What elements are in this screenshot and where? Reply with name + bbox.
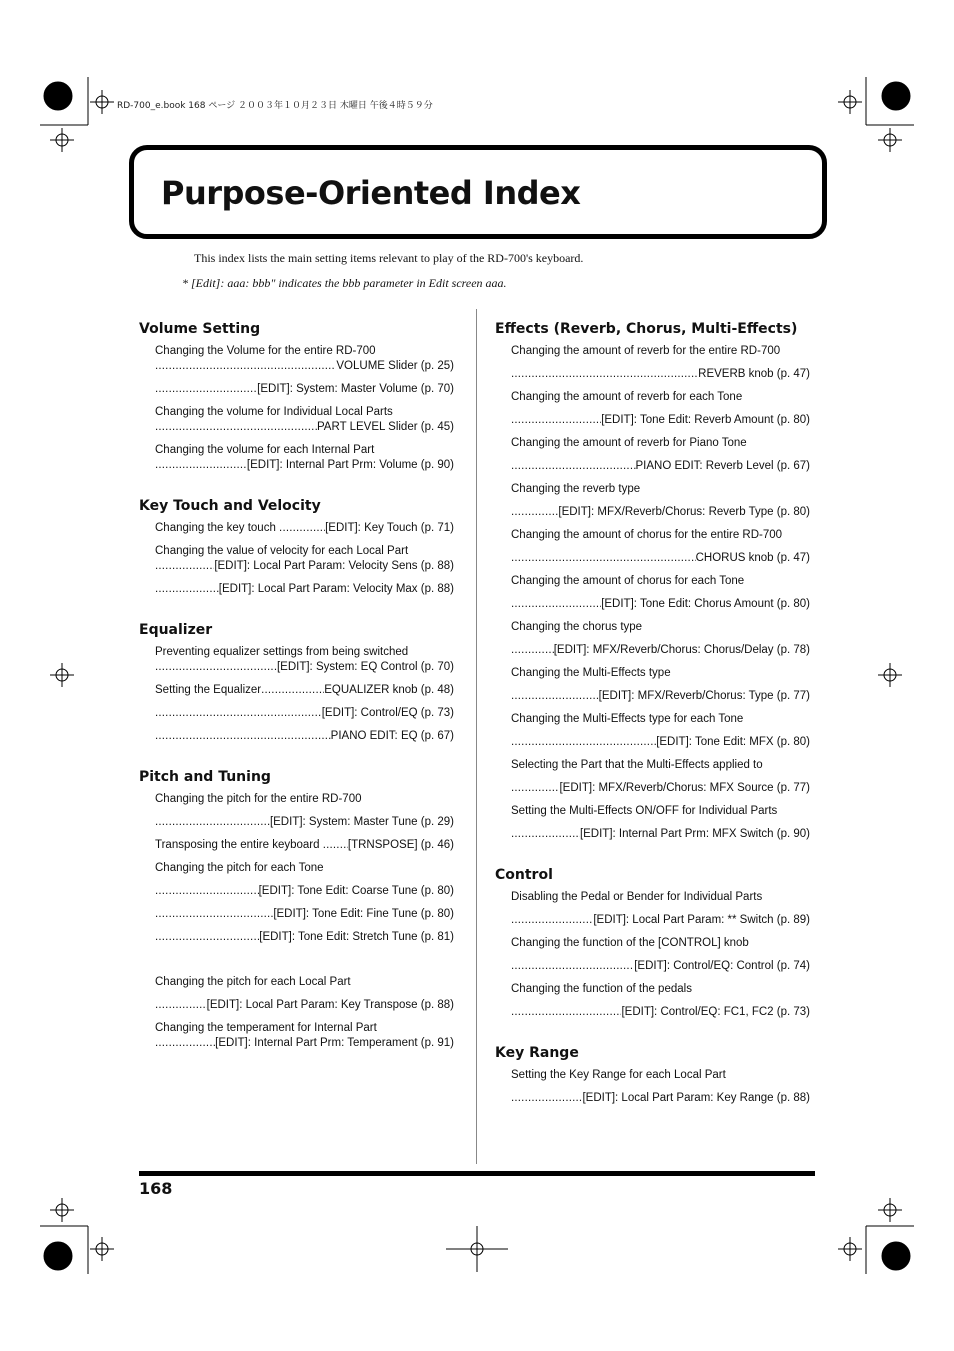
index-ref: ..... PIANO EDIT: EQ (p. 67) [139,729,454,744]
index-ref: Changing the key touch ..... [EDIT]: Key Touch (p. 71) [139,521,454,536]
section-effects [495,318,810,842]
index-entry: Changing the volume for Individual Local Parts [155,406,393,418]
index-ref: ..... [EDIT]: Local Part Param: ** Switch (p. 89) [495,913,810,928]
index-entry: Changing the volume for each Internal Part [155,444,375,456]
index-entry: Changing the reverb type [511,483,641,495]
index-entry: Setting the Multi-Effects ON/OFF for Individual Parts [511,805,778,817]
index-entry: Changing the Multi-Effects type for each Tone [511,713,744,725]
index-entry: Changing the pitch for each Local Part [155,976,351,988]
index-entry: Changing the Volume for the entire RD-700 [155,345,376,357]
index-ref: Transposing the entire keyboard ..... [TRNSPOSE] (p. 46) [139,838,454,853]
section-volume [139,318,454,473]
section-title: Volume Setting [139,321,261,337]
index-ref: ..... [EDIT]: Internal Part Prm: MFX Switch (p. 90) [495,827,810,842]
index-entry: Selecting the Part that the Multi-Effects applied to [511,759,763,771]
section-title: Key Touch and Velocity [139,498,321,514]
index-ref: ..... [EDIT]: Control/EQ: Control (p. 74) [495,959,810,974]
index-ref: ..... [EDIT]: Tone Edit: Fine Tune (p. 80) [139,907,454,922]
section-pitch [139,766,454,1051]
intro-text: This index lists the main setting items relevant to play of the RD-700's keyboard. [194,251,584,265]
index-ref: ..... [EDIT]: Control/EQ: FC1, FC2 (p. 73) [495,1005,810,1020]
title-box [129,145,827,239]
footer-rule [139,1171,815,1176]
index-ref: ..... [EDIT]: Local Part Param: Key Transpose (p. 88) [139,998,454,1013]
section-title: Control [495,867,553,883]
index-entry: Setting the Key Range for each Local Part [511,1069,726,1081]
index-entry: Changing the pitch for each Tone [155,862,324,874]
index-ref: ..... CHORUS knob (p. 47) [495,551,810,566]
index-ref: ..... PART LEVEL Slider (p. 45) [139,420,454,435]
index-entry: Changing the amount of chorus for each Tone [511,575,745,587]
section-title: Equalizer [139,622,213,638]
index-ref: ..... [EDIT]: Tone Edit: Stretch Tune (p. 81) [139,930,454,945]
section-key-range [495,1042,810,1106]
section-control [495,864,810,1020]
index-ref: ..... [EDIT]: Internal Part Prm: Volume (p. 90) [139,458,454,473]
index-ref: ..... [EDIT]: Tone Edit: MFX (p. 80) [495,735,810,750]
index-entry: Preventing equalizer settings from being switched [155,646,409,658]
index-ref: ..... [EDIT]: Internal Part Prm: Temperament (p. 91) [139,1036,454,1051]
column-divider [476,309,477,1164]
page-number: 168 [139,1179,173,1198]
index-ref: ..... [EDIT]: System: EQ Control (p. 70) [139,660,454,675]
index-ref: ..... [EDIT]: MFX/Reverb/Chorus: Type (p. 77) [495,689,810,704]
print-header: RD-700_e.book 168 ページ ２００３年１０月２３日 木曜日 午後４時５９分 [117,101,433,111]
section-equalizer [139,619,454,744]
index-ref: ..... [EDIT]: Control/EQ (p. 73) [139,706,454,721]
right-column [495,318,810,1120]
index-ref: ..... [EDIT]: Tone Edit: Chorus Amount (p. 80) [495,597,810,612]
index-entry: Changing the value of velocity for each Local Part [155,545,409,557]
index-entry: Changing the amount of reverb for the entire RD-700 [511,345,781,357]
index-entry: Changing the chorus type [511,621,643,633]
index-entry: Changing the amount of reverb for Piano Tone [511,437,747,449]
index-ref: ..... [EDIT]: System: Master Volume (p. 70) [139,382,454,397]
index-entry: Disabling the Pedal or Bender for Individual Parts [511,891,763,903]
index-ref: ..... [EDIT]: Local Part Param: Velocity Sens (p. 88) [139,559,454,574]
index-entry: Changing the amount of reverb for each Tone [511,391,743,403]
page-title: Purpose-Oriented Index [161,174,581,212]
index-ref: ..... [EDIT]: MFX/Reverb/Chorus: MFX Source (p. 77) [495,781,810,796]
section-title: Key Range [495,1045,579,1061]
index-ref: ..... [EDIT]: System: Master Tune (p. 29) [139,815,454,830]
index-ref: ..... [EDIT]: Tone Edit: Reverb Amount (p. 80) [495,413,810,428]
section-title: Effects (Reverb, Chorus, Multi-Effects) [495,321,798,337]
left-column [139,318,454,1065]
note-text: * [Edit]: aaa: bbb" indicates the bbb parameter in Edit screen aaa. [182,276,507,290]
index-ref: ..... REVERB knob (p. 47) [495,367,810,382]
index-ref: ..... PIANO EDIT: Reverb Level (p. 67) [495,459,810,474]
index-ref: ..... [EDIT]: Local Part Param: Key Range (p. 88) [495,1091,810,1106]
index-ref: ..... [EDIT]: Tone Edit: Coarse Tune (p. 80) [139,884,454,899]
index-ref: ..... [EDIT]: MFX/Reverb/Chorus: Chorus/Delay (p. 78) [495,643,810,658]
index-entry: Changing the function of the pedals [511,983,692,995]
index-entry: Changing the amount of chorus for the entire RD-700 [511,529,783,541]
index-entry: Changing the function of the [CONTROL] knob [511,937,749,949]
section-key-touch [139,495,454,597]
section-title: Pitch and Tuning [139,769,271,785]
index-entry: Changing the temperament for Internal Part [155,1022,377,1034]
index-ref: ..... [EDIT]: MFX/Reverb/Chorus: Reverb Type (p. 80) [495,505,810,520]
index-entry: Changing the pitch for the entire RD-700 [155,793,362,805]
index-ref: ..... [EDIT]: Local Part Param: Velocity Max (p. 88) [139,582,454,597]
index-ref: ..... VOLUME Slider (p. 25) [139,359,454,374]
index-entry: Changing the Multi-Effects type [511,667,671,679]
index-ref: Setting the Equalizer ..... EQUALIZER knob (p. 48) [139,683,454,698]
